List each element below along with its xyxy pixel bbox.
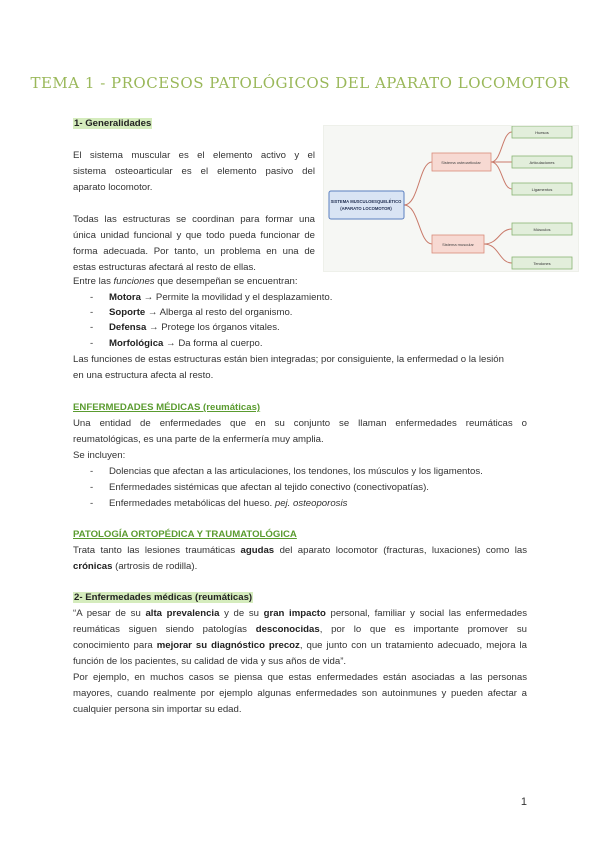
diagram-mid-label-osteoarticular: Sistema osteoarticular: [441, 160, 481, 165]
paragraph-sistema-muscular: El sistema muscular es el elemento activo y el sistema osteoarticular es el elemento pasivo del aparato locomotor.: [73, 150, 315, 193]
diagram-root-label-1: SISTEMA MUSCULOESQUELÉTICO: [330, 199, 402, 204]
connector-mid1-leaf3: [491, 162, 512, 189]
page-number: 1: [520, 796, 527, 808]
connector-mid2-leaf5: [484, 244, 512, 263]
paragraph-traumatologica: Trata tanto las lesiones traumáticas agudas del aparato locomotor (fracturas, luxaciones) como las crónicas (artrosis de rodilla).: [73, 545, 527, 572]
paragraph-cita-prevalencia: “A pesar de su alta prevalencia y de su gran impacto personal, familiar y social las enfermedades reumáticas siguen siendo patologías desconocidas, por lo que es importante promover su conocimiento para mejorar su diagnóstico precoz, que junto con un tratamiento adecuado, mejora la función de los pacientes, su calidad de vida y sus años de vida”.: [73, 608, 528, 667]
diagram-leaf-label-huesos: Huesos: [535, 130, 549, 135]
connector-mid2-leaf4: [484, 229, 512, 244]
connector-mid1-leaf1: [491, 132, 512, 162]
section-heading-generalidades: 1- Generalidades: [74, 118, 152, 129]
musculoskeletal-diagram: [323, 125, 579, 272]
document-page: TEMA 1 - PROCESOS PATOLÓGICOS DEL APARATO LOCOMOTOR 1- Generalidades El sistema muscular es el elemento activo y el sistema osteoarticular es el elemento pasivo del aparato locomotor. Todas las estructuras se coordinan para formar una única unidad funcional y que todo pueda funcionar de forma adecuada. Por tanto, un problema en una de estas estructuras afectará al resto de ellas. Entre las funciones que desempeñan se encuentran: - Motora → Permite la movilidad y el desplazamiento. - Soporte → Alberga al resto del organismo. - Defensa → Protege los órganos vitales. - Morfológica → Da forma al cuerpo. Las funciones de estas estructuras están bien integradas; por consiguiente, la enfermedad o la lesión en una estructura afecta al resto. SISTEMA MUSCULOESQUELÉTICO (APARATO LOCOMOTOR) Sistema osteoarticular Sistema muscular Huesos Articulaciones Ligamentos Músculos Tendones ENFERMEDADES MÉDICAS (reumáticas) Una entidad de enfermedades que en su conjunto se llaman enfermedades reumáticas o reumatológicas, es una parte de la enfermería muy amplia. Se incluyen: - Dolencias que afectan a las articulaciones, los tendones, los músculos y los ligamentos. - Enfermedades sistémicas que afectan al tejido conectivo (conectivopatías). - Enfermedades metabólicas del hueso. pej. osteoporosis PATOLOGÍA ORTOPÉDICA Y TRAUMATOLÓGICA Trata tanto las lesiones traumáticas agudas del aparato locomotor (fracturas, luxaciones) como las crónicas (artrosis de rodilla). 2- Enfermedades médicas (reumáticas) “A pesar de su alta prevalencia y de su gran impacto personal, familiar y social las enfermedades reumáticas siguen siendo patologías desconocidas, por lo que es importante promover su conocimiento para mejorar su diagnóstico precoz, que junto con un tratamiento adecuado, mejora la función de los pacientes, su calidad de vida y sus años de vida”. Por ejemplo, en muchos casos se piensa que estas enfermedades están asociadas a las personas mayores, cuando realmente por ejemplo algunas enfermedades son autoinmunes y pueden afectar a cualquier persona sin importar su edad. 1: [0, 0, 600, 848]
section-heading-enfermedades-reumaticas: 2- Enfermedades médicas (reumáticas): [74, 592, 253, 603]
paragraph-funciones-integradas: Las funciones de estas estructuras están bien integradas; por consiguiente, la enfermedad o la lesión en una estructura afecta al resto.: [73, 354, 504, 381]
diagram-mid-label-muscular: Sistema muscular: [442, 242, 474, 247]
paragraph-entidad-enfermedades: Una entidad de enfermedades que en su conjunto se llaman enfermedades reumáticas o reumatológicas, es una parte de la enfermería muy amplia. Se incluyen:: [73, 418, 527, 461]
diagram-leaf-label-tendones: Tendones: [533, 261, 551, 266]
diagram-leaf-label-ligamentos: Ligamentos: [531, 187, 553, 192]
connector-root-mid2: [404, 205, 432, 244]
paragraph-funciones-intro: Entre las funciones que desempeñan se encuentran:: [73, 276, 298, 287]
diagram-root-label-2: (APARATO LOCOMOTOR): [340, 206, 392, 211]
paragraph-estructuras: Todas las estructuras se coordinan para formar una única unidad funcional y que todo pueda funcionar de forma adecuada. Por tanto, un problema en una de estas estructuras afectará al resto de ellas.: [73, 214, 315, 273]
diagram-leaf-label-articulaciones: Articulaciones: [529, 160, 555, 165]
page-title: TEMA 1 - PROCESOS PATOLÓGICOS DEL APARATO LOCOMOTOR: [30, 74, 570, 92]
connector-root-mid1: [404, 162, 432, 205]
diagram-root-node: [329, 191, 404, 219]
diagram-leaf-label-musculos: Músculos: [533, 227, 551, 232]
diagram-svg: [324, 126, 578, 271]
paragraph-ejemplo-autoinmunes: Por ejemplo, en muchos casos se piensa que estas enfermedades están asociadas a las personas mayores, cuando realmente por ejemplo algunas enfermedades son autoinmunes y pueden afectar a cualquier persona sin importar su edad.: [73, 672, 527, 715]
section-heading-enfermedades-medicas: ENFERMEDADES MÉDICAS (reumáticas): [73, 402, 261, 413]
section-heading-patologia-ortopedica: PATOLOGÍA ORTOPÉDICA Y TRAUMATOLÓGICA: [73, 529, 297, 540]
